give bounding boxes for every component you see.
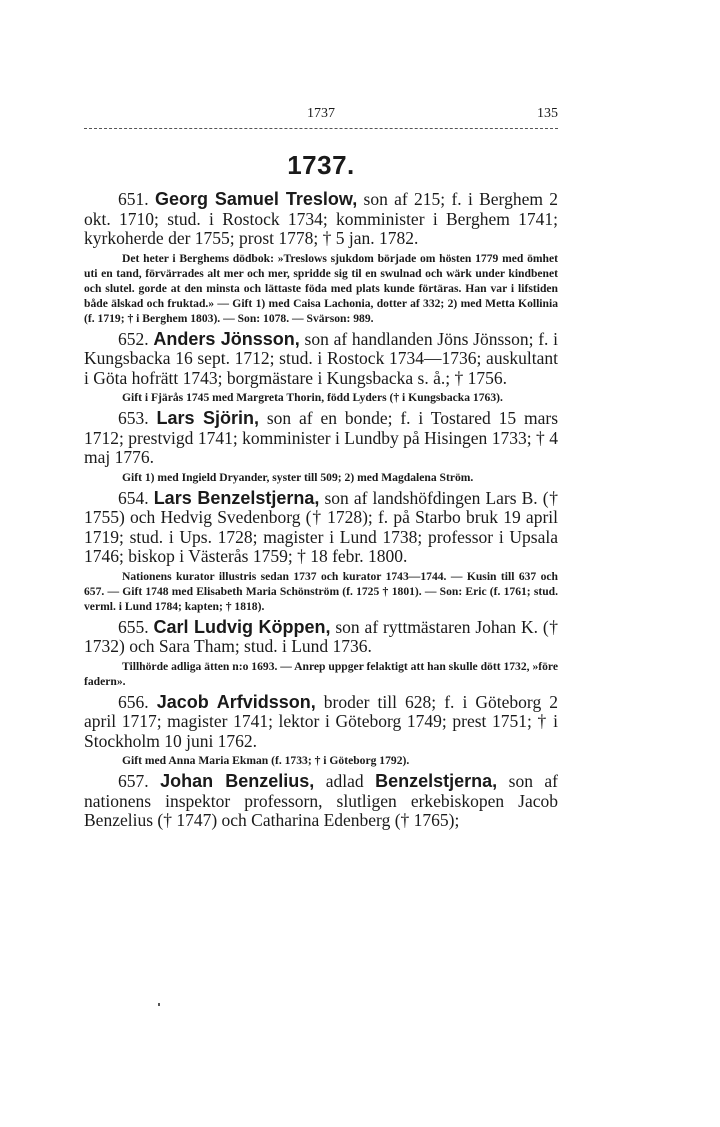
entry-main-text [84, 693, 558, 752]
entry-number: 655. [118, 616, 149, 637]
entry-note: Det heter i Berghems dödbok: »Treslows sjukdom började om hösten 1779 med ömhet uti en tand, förvärrades alt mer och mer, spridde sig til en swulnad och wärk under kindbenet och slutel. gorde at den minsta och lättaste föda med plats kunde förtäras. Han var i lifstiden både älskad och fruktad.» — Gift 1) med Caisa Lachonia, dotter af 332; 2) med Metta Kollinia (f. 1719; † i Berghem 1803). — Son: 1078. — Svärson: 989. [84, 251, 558, 325]
entry-number: 656. [118, 691, 149, 712]
year-heading: 1737. [287, 150, 355, 180]
entry-note: Tillhörde adliga ätten n:o 1693. — Anrep uppger felaktigt att han skulle dött 1732, »före fadern». [84, 659, 558, 688]
entry-main-text [84, 409, 558, 468]
header-rule [84, 128, 558, 129]
entry-number: 657. [118, 771, 149, 791]
entry-text: son af landshöfdingen Lars B. († 1755) och Hedvig Svedenborg († 1728); f. på Starbo bruk 19 april 1719; stud. i Ups. 1728; magister i Lund 1738; professor i Upsala 1746; biskop i Västerås 1759; † 18 febr. 1800. [84, 487, 558, 566]
entry-text-lead: adlad [314, 771, 376, 791]
entry-654 [84, 489, 558, 614]
entry-text: broder till 628; f. i Göteborg 2 april 1717; magister 1741; lektor i Göteborg 1749; prest 1751; † i Stockholm 10 juni 1762. [84, 691, 559, 751]
running-head-year: 1737 [307, 106, 335, 121]
entry-name: Jacob Arfvidsson, [156, 691, 316, 712]
entry-651 [84, 190, 558, 326]
entry-name: Anders Jönsson, [153, 328, 300, 349]
entry-main-text [84, 772, 558, 831]
entry-name: Lars Benzelstjerna, [153, 487, 320, 508]
page-number: 135 [537, 106, 558, 121]
entry-name: Lars Sjörin, [156, 408, 259, 428]
entry-main-text [84, 190, 558, 249]
entry-text: son af en bonde; f. i Tostared 15 mars 1712; prestvigd 1741; komminister i Lundby på Hisingen 1733; † 4 maj 1776. [84, 408, 559, 467]
entry-653 [84, 409, 558, 485]
entry-main-text [84, 618, 558, 657]
entry-text: son af 215; f. i Berghem 2 okt. 1710; stud. i Rostock 1734; komminister i Berghem 1741; kyrkoherde der 1755; prost 1778; † 5 jan. 1782. [84, 189, 558, 248]
entry-number: 653. [118, 408, 149, 428]
entry-number: 651. [118, 189, 149, 209]
entry-656 [84, 693, 558, 769]
running-head [84, 106, 558, 126]
entry-657 [84, 772, 558, 831]
entry-main-text [84, 489, 558, 567]
entry-note: Nationens kurator illustris sedan 1737 och kurator 1743—1744. — Kusin till 637 och 657. — Gift 1748 med Elisabeth Maria Schönström (f. 1725 † 1801). — Son: Eric (f. 1761; stud. verml. i Lund 1784; kapten; † 1818). [84, 569, 558, 613]
entry-note: Gift med Anna Maria Ekman (f. 1733; † i Göteborg 1792). [122, 754, 410, 767]
entry-note: Gift 1) med Ingield Dryander, syster till 509; 2) med Magdalena Ström. [122, 470, 474, 484]
entries-list [84, 190, 558, 835]
entry-name: Johan Benzelius, [160, 771, 315, 791]
entry-inline-name: Benzelstjerna, [375, 771, 498, 791]
entry-text: son af ryttmästaren Johan K. († 1732) och Sara Tham; stud. i Lund 1736. [84, 616, 558, 656]
entry-number: 654. [118, 487, 149, 508]
entry-655 [84, 618, 558, 689]
print-speck [158, 1003, 160, 1006]
entry-name: Georg Samuel Treslow, [154, 189, 358, 209]
entry-text: son af handlanden Jöns Jönsson; f. i Kungsbacka 16 sept. 1712; stud. i Rostock 1734—1736; auskultant i Göta hofrätt 1743; borgmästare i Kungsbacka s. å.; † 1756. [84, 328, 559, 388]
entry-652 [84, 330, 558, 406]
entry-text: son af nationens inspektor professorn, slutligen erkebiskopen Jacob Benzelius († 1747) och Catharina Edenberg († 1765); [84, 771, 559, 830]
entry-name: Carl Ludvig Köppen, [153, 616, 331, 637]
entry-number: 652. [118, 328, 149, 349]
entry-note: Gift i Fjärås 1745 med Margreta Thorin, född Lyders († i Kungsbacka 1763). [122, 391, 503, 404]
entry-main-text [84, 330, 558, 389]
